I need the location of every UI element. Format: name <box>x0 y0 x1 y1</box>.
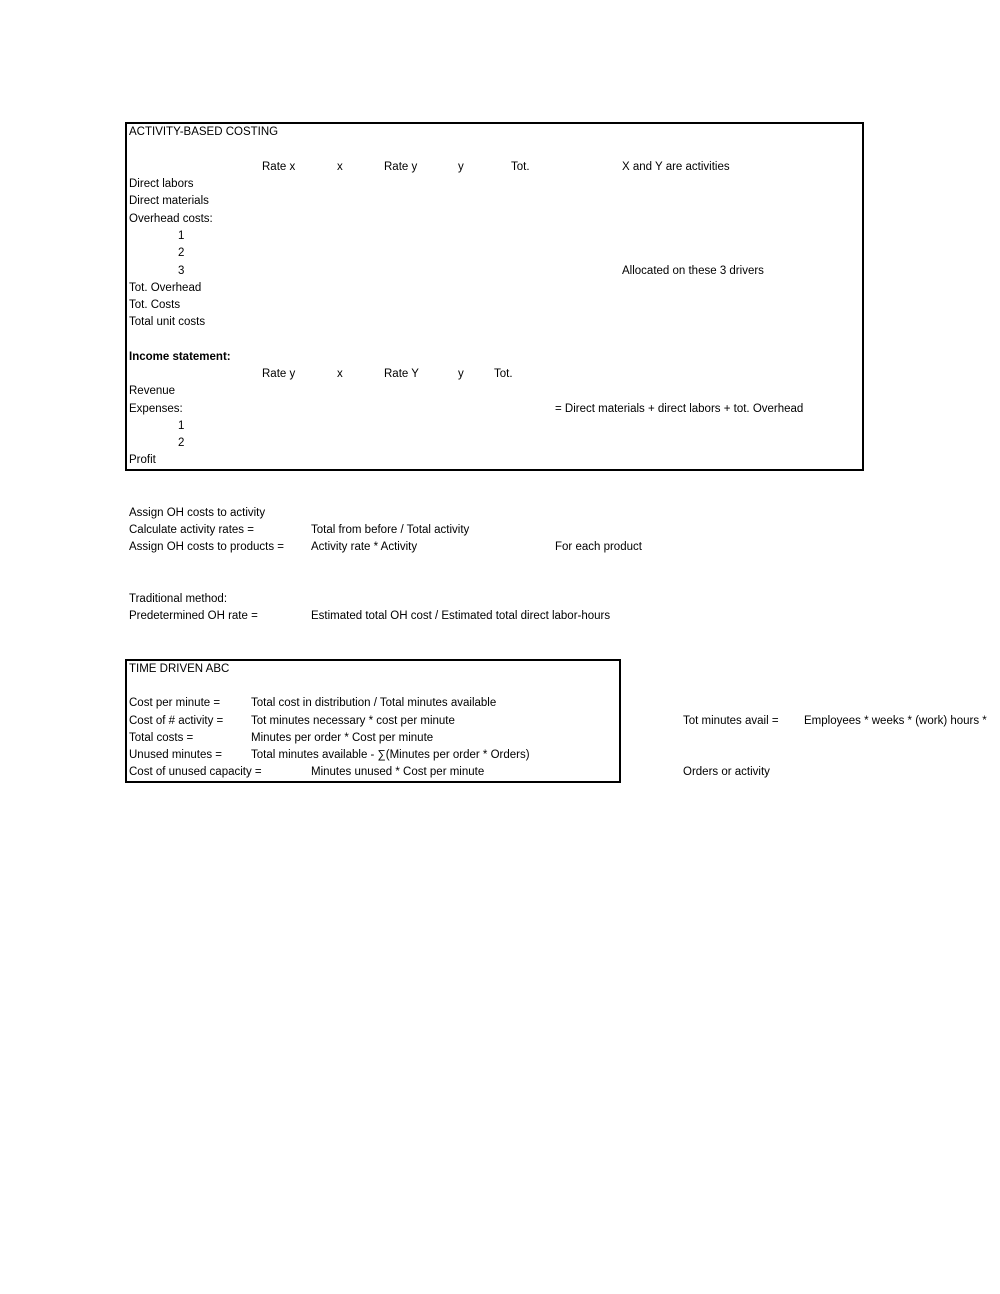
income-col-rate-Y: Rate Y <box>384 368 419 380</box>
traditional-title: Traditional method: <box>129 593 228 605</box>
abc-col-rate-y: Rate y <box>384 161 418 173</box>
tdabc-row-formula: Total cost in distribution / Total minutes available <box>251 697 497 709</box>
abc-col-y: y <box>458 161 464 173</box>
row-direct-labors: Direct labors <box>129 178 194 190</box>
step-assign-oh-activity: Assign OH costs to activity <box>129 507 266 519</box>
tdabc-side-label: Tot minutes avail = <box>683 715 779 727</box>
row-direct-materials: Direct materials <box>129 195 209 207</box>
tdabc-title: TIME DRIVEN ABC <box>129 663 230 675</box>
income-expense-2: 2 <box>178 437 185 449</box>
row-total-unit-costs: Total unit costs <box>129 316 206 328</box>
row-tot-costs: Tot. Costs <box>129 299 181 311</box>
income-col-x: x <box>337 368 343 380</box>
tdabc-side-formula: Employees * weeks * (work) hours * <box>804 715 987 727</box>
step-assign-products-label: Assign OH costs to products = <box>129 541 284 553</box>
income-expenses: Expenses: <box>129 403 183 415</box>
row-tot-overhead: Tot. Overhead <box>129 282 202 294</box>
income-col-y: y <box>458 368 464 380</box>
tdabc-row-formula: Minutes per order * Cost per minute <box>251 732 434 744</box>
income-col-rate-y: Rate y <box>262 368 296 380</box>
abc-col-x: x <box>337 161 343 173</box>
step-assign-products-formula: Activity rate * Activity <box>311 541 418 553</box>
tdabc-row-label: Total costs = <box>129 732 194 744</box>
abc-note-drivers: Allocated on these 3 drivers <box>622 265 764 277</box>
step-assign-products-note: For each product <box>555 541 642 553</box>
row-overhead-1: 1 <box>178 230 185 242</box>
income-expense-1: 1 <box>178 420 185 432</box>
step-calc-rates-formula: Total from before / Total activity <box>311 524 470 536</box>
tdabc-side-note: Orders or activity <box>683 766 770 778</box>
tdabc-row-label: Cost per minute = <box>129 697 221 709</box>
step-calc-rates-label: Calculate activity rates = <box>129 524 254 536</box>
income-title: Income statement: <box>129 351 231 363</box>
tdabc-row-formula: Minutes unused * Cost per minute <box>311 766 485 778</box>
row-overhead-costs: Overhead costs: <box>129 213 213 225</box>
income-col-tot: Tot. <box>494 368 513 380</box>
tdabc-row-label: Unused minutes = <box>129 749 223 761</box>
abc-table <box>125 122 864 471</box>
income-expenses-note: = Direct materials + direct labors + tot. Overhead <box>555 403 804 415</box>
tdabc-row-label: Cost of unused capacity = <box>129 766 262 778</box>
traditional-rate-label: Predetermined OH rate = <box>129 610 258 622</box>
row-overhead-3: 3 <box>178 265 185 277</box>
tdabc-row-label: Cost of # activity = <box>129 715 224 727</box>
tdabc-row-formula: Tot minutes necessary * cost per minute <box>251 715 455 727</box>
tdabc-row-formula: Total minutes available - ∑(Minutes per order * Orders) <box>251 749 530 761</box>
abc-col-rate-x: Rate x <box>262 161 296 173</box>
income-profit: Profit <box>129 454 156 466</box>
abc-note-activities: X and Y are activities <box>622 161 730 173</box>
income-revenue: Revenue <box>129 385 176 397</box>
traditional-rate-formula: Estimated total OH cost / Estimated total direct labor-hours <box>311 610 611 622</box>
abc-col-tot: Tot. <box>511 161 530 173</box>
row-overhead-2: 2 <box>178 247 185 259</box>
abc-title: ACTIVITY-BASED COSTING <box>129 126 279 138</box>
